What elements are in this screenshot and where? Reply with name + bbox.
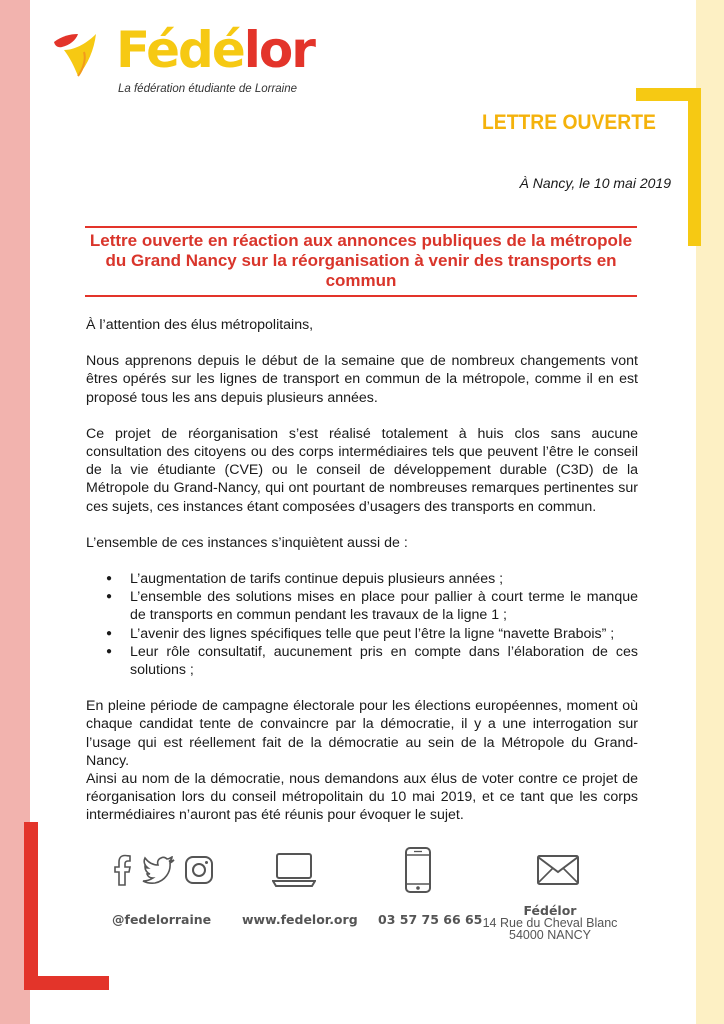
headline-top-rule [85,226,637,228]
paragraph-4: En pleine période de campagne électorale pour les élections européennes, moment où chaque candidat tente de convaincre par la démocratie, il y a une interrogation sur l’usage qui est réellement fait de la démocratie au sein de la Métropole du Grand-Nancy. [86,698,638,769]
logo-mark-icon [40,28,110,80]
instagram-icon[interactable] [184,855,214,885]
letter-body [86,316,638,825]
headline: Lettre ouverte en réaction aux annonces publiques de la métropole du Grand Nancy sur la réorganisation à venir des transports en commun [89,231,633,290]
bottom-corner-bracket-horizontal [24,976,109,990]
fedelor-logo [40,21,320,104]
logo-wordmark [116,20,314,80]
logo-word-part1: Fédé [116,21,244,79]
logo-word-part2: lor [243,21,314,79]
paragraph-2: Ce projet de réorganisation s’est réalisé totalement à huis clos sans aucune consultation des citoyens ou des corps intermédiaires tels que peuvent l’être le conseil de la vie étudiante (CVE) ou le conseil de développement durable (C3D) de la Métropole du Grand-Nancy, qui ont pourtant de nombreuses remarques pertinentes sur ces sujets, ces instances étant composées d’usagers des transports en commun. [86,425,638,515]
website-link[interactable]: www.fedelor.org [242,912,358,927]
facebook-icon[interactable] [112,854,132,886]
list-item: ● L’avenir des lignes spécifiques telle que peut l’être la ligne “navette Brabois” ; [130,625,638,643]
document-type-label: LETTRE OUVERTE [482,111,656,134]
laptop-icon [272,852,316,888]
concerns-list [86,570,638,679]
list-item: ● L’ensemble des solutions mises en place pour pallier à court terme le manque de transports en commun pendant les travaux de la ligne 1 ; [130,588,638,624]
social-handle[interactable]: @fedelorraine [112,912,212,927]
address-street: 14 Rue du Cheval Blanc [482,916,618,930]
phone-number[interactable]: 03 57 75 66 65 [378,912,483,927]
salutation: À l’attention des élus métropolitains, [86,317,314,333]
date-line: À Nancy, le 10 mai 2019 [519,175,671,191]
paragraph-1: Nous apprenons depuis le début de la semaine que de nombreux changements vont êtres opérés sur les lignes de transport en commun de la métropole, comme il en est proposé tous les ans depuis plusieurs années. [86,353,638,406]
address-city: 54000 NANCY [509,928,591,942]
headline-bottom-rule [85,295,637,297]
paragraph-3: L’ensemble de ces instances s’inquiètent aussi de : [86,534,408,551]
paragraph-5: Ainsi au nom de la démocratie, nous demandons aux élus de voter contre ce projet de réorganisation lors du conseil métropolitain du 10 mai 2019, et ce tant que les corps intermédiaires n’auront pas été réunis pour évoquer le sujet. [86,771,638,824]
top-corner-bracket-vertical [688,88,701,246]
list-item: ● L’augmentation de tarifs continue depuis plusieurs années ; [130,570,638,588]
twitter-icon[interactable] [142,856,176,884]
postal-address [480,905,620,941]
bottom-corner-bracket-vertical [24,822,38,990]
envelope-icon[interactable] [536,854,580,886]
address-name: Fédélor [523,903,577,918]
logo-tagline: La fédération étudiante de Lorraine [118,83,298,95]
list-item: ● Leur rôle consultatif, aucunement pris en compte dans l’élaboration de ces solutions ; [130,643,638,679]
smartphone-icon [404,846,432,894]
